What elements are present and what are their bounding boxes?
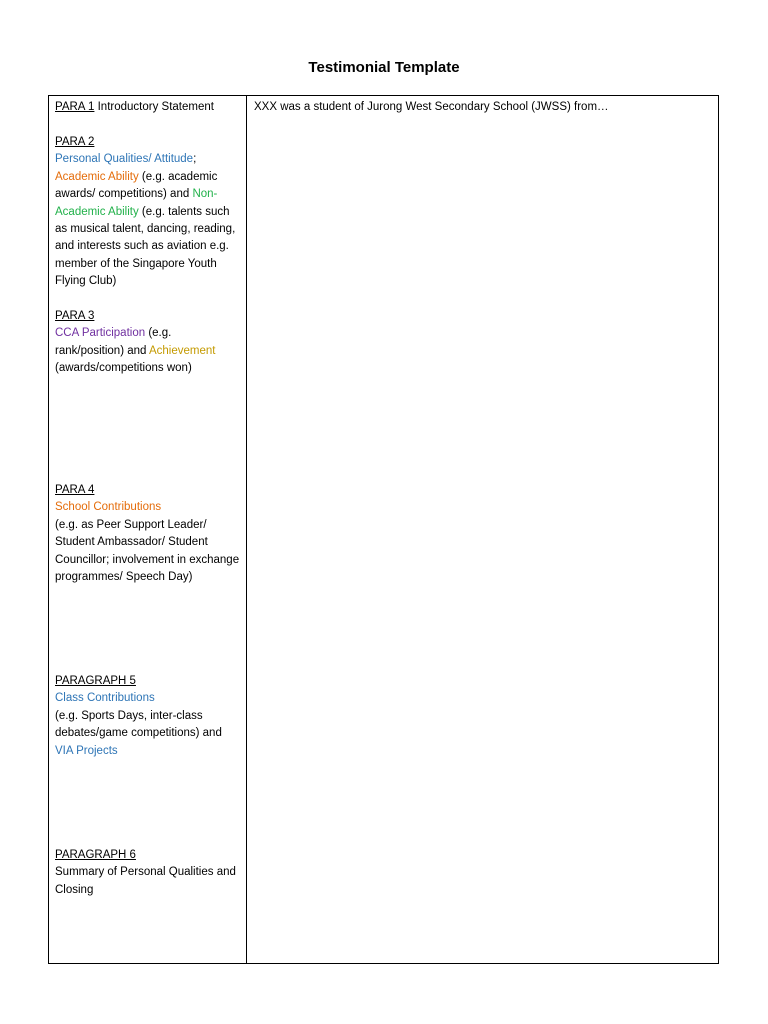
para6-desc: Summary of Personal Qualities and Closing (55, 866, 236, 896)
para5-heading: PARAGRAPH 5 (55, 675, 136, 687)
non-academic-ability-label: Non-Academic Ability (55, 188, 218, 218)
para4-heading: PARA 4 (55, 484, 95, 496)
para5-block (55, 673, 241, 760)
para6-heading: PARAGRAPH 6 (55, 849, 136, 861)
para1-text: Introductory Statement (94, 101, 214, 113)
non-academic-ability-desc: (e.g. talents such as musical talent, dancing, reading, and interests such as aviation e.g. member of the Singapore Youth Flying Club) (55, 205, 236, 288)
personal-qualities-label: Personal Qualities/ Attitude (55, 153, 194, 166)
column-divider (246, 96, 247, 963)
para1-heading: PARA 1 (55, 101, 95, 113)
school-contributions-label: School Contributions (55, 501, 162, 514)
para4-desc: (e.g. as Peer Support Leader/ Student Ambassador/ Student Councillor; involvement in exchange programmes/ Speech Day) (55, 518, 240, 584)
achievement-desc: (awards/competitions won) (55, 362, 192, 375)
template-table (48, 95, 719, 964)
academic-ability-desc: (e.g. academic awards/ competitions) and (55, 170, 218, 201)
testimonial-body[interactable] (254, 99, 714, 116)
class-contributions-label: Class Contributions (55, 692, 155, 705)
academic-ability-label: Academic Ability (55, 170, 139, 183)
para1-block (55, 99, 241, 116)
para3-block (55, 308, 241, 378)
page-title: Testimonial Template (308, 59, 460, 76)
cca-participation-label: CCA Participation (55, 327, 146, 340)
para2-block (55, 134, 241, 291)
para3-body (55, 325, 241, 377)
para6-block (55, 847, 241, 899)
para4-block (55, 482, 241, 586)
para5-desc: (e.g. Sports Days, inter-class debates/game competitions) and (55, 709, 222, 740)
testimonial-opening-line: XXX was a student of Jurong West Secondary School (JWSS) from… (254, 101, 609, 113)
para2-semicolon: ; (193, 153, 197, 166)
para2-heading: PARA 2 (55, 136, 95, 148)
para5-body (55, 708, 241, 760)
para3-heading: PARA 3 (55, 310, 95, 322)
cca-desc: (e.g. rank/position) and (55, 327, 172, 357)
via-projects-label: VIA Projects (55, 744, 118, 757)
para2-body (55, 151, 241, 290)
achievement-label: Achievement (148, 344, 216, 357)
